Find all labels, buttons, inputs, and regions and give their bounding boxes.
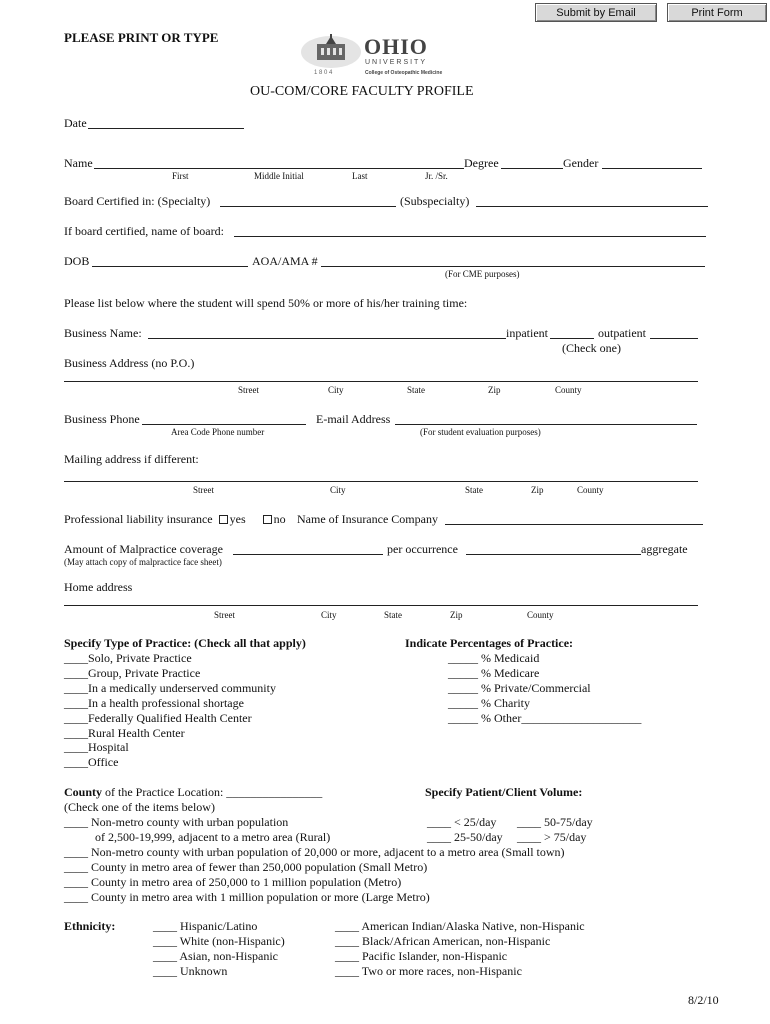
county-option-rural: of 2,500-19,999, adjacent to a metro area (Rural) <box>95 830 331 844</box>
percentage-item[interactable]: _____ % Private/Commercial <box>448 680 591 695</box>
county-option-nonmetro-urban[interactable]: ____ Non-metro county with urban population <box>64 815 289 829</box>
practice-type-item[interactable]: ____In a medically underserved community <box>64 680 276 695</box>
county-option-small-town[interactable]: ____ Non-metro county with urban population of 20,000 or more, adjacent to a metro area (Small town) <box>64 845 565 859</box>
name-input-line[interactable] <box>94 168 464 169</box>
board-name-input-line[interactable] <box>234 236 706 237</box>
aggregate-label: aggregate <box>641 542 688 556</box>
dob-input-line[interactable] <box>92 266 248 267</box>
ethnicity-option[interactable]: ____ Unknown <box>153 964 228 978</box>
ethnicity-option[interactable]: ____ White (non-Hispanic) <box>153 934 285 948</box>
degree-label: Degree <box>464 156 499 170</box>
practice-type-item[interactable]: ____Federally Qualified Health Center <box>64 710 252 725</box>
degree-input-line[interactable] <box>501 168 563 169</box>
mailing-state-caption: State <box>465 485 483 495</box>
liability-label: Professional liability insurance <box>64 512 213 526</box>
practice-type-item[interactable]: ____Office <box>64 755 119 770</box>
ethnicity-option[interactable]: ____ Pacific Islander, non-Hispanic <box>335 949 508 963</box>
name-first-caption: First <box>172 171 189 181</box>
mailing-zip-caption: Zip <box>531 485 544 495</box>
name-last-caption: Last <box>352 171 368 181</box>
logo-ohio: OHIO <box>364 34 428 59</box>
check-one-note: (Check one) <box>562 341 621 355</box>
insurance-company-input-line[interactable] <box>445 524 703 525</box>
ethnicity-label: Ethnicity: <box>64 919 116 933</box>
print-form-button[interactable]: Print Form <box>667 3 767 22</box>
form-title: OU-COM/CORE FACULTY PROFILE <box>250 84 474 99</box>
liability-no-checkbox[interactable] <box>263 515 272 524</box>
county-heading-bold: County <box>64 785 103 799</box>
home-county-caption: County <box>527 610 554 620</box>
ethnicity-right-list <box>335 919 585 979</box>
practice-type-list <box>64 651 276 770</box>
practice-type-heading: Specify Type of Practice: (Check all that apply) <box>64 636 306 650</box>
practice-percentages-list <box>448 651 641 726</box>
practice-type-item[interactable]: ____Hospital <box>64 740 129 755</box>
business-county-caption: County <box>555 385 582 395</box>
malpractice-label: Amount of Malpractice coverage <box>64 542 223 556</box>
dob-label: DOB <box>64 254 90 268</box>
name-suffix-caption: Jr. /Sr. <box>425 171 448 181</box>
date-label: Date <box>64 116 87 130</box>
gender-input-line[interactable] <box>602 168 702 169</box>
submit-by-email-button[interactable]: Submit by Email <box>535 3 657 22</box>
ethnicity-option[interactable]: ____ Hispanic/Latino <box>153 919 258 933</box>
liability-no-label: no <box>273 512 286 526</box>
name-label: Name <box>64 156 93 170</box>
home-state-caption: State <box>384 610 402 620</box>
volume-25-50[interactable]: ____ 25-50/day <box>427 830 503 844</box>
aoa-label: AOA/AMA # <box>252 254 318 268</box>
home-street-caption: Street <box>214 610 235 620</box>
liability-yes-checkbox[interactable] <box>219 515 228 524</box>
ethnicity-option[interactable]: ____ American Indian/Alaska Native, non-Hispanic <box>335 919 585 933</box>
business-street-caption: Street <box>238 385 259 395</box>
percentage-item[interactable]: _____ % Medicare <box>448 665 540 680</box>
percentage-item[interactable]: _____ % Other____________________ <box>448 710 642 725</box>
ethnicity-option[interactable]: ____ Two or more races, non-Hispanic <box>335 964 522 978</box>
practice-percentages-heading: Indicate Percentages of Practice: <box>405 636 574 650</box>
county-option-metro[interactable]: ____ County in metro area of 250,000 to 1 million population (Metro) <box>64 875 402 889</box>
email-input-line[interactable] <box>395 424 697 425</box>
ohio-university-logo <box>300 32 460 82</box>
county-heading-text[interactable]: of the Practice Location: ________________ <box>102 785 323 799</box>
home-city-caption: City <box>321 610 337 620</box>
per-occurrence-label: per occurrence <box>387 542 458 556</box>
malpractice-note: (May attach copy of malpractice face sheet) <box>64 557 222 567</box>
ethnicity-option[interactable]: ____ Black/African American, non-Hispanic <box>335 934 551 948</box>
county-option-small-metro[interactable]: ____ County in metro area of fewer than 250,000 population (Small Metro) <box>64 860 428 874</box>
aggregate-input-line[interactable] <box>466 554 641 555</box>
practice-type-item[interactable]: ____Group, Private Practice <box>64 665 201 680</box>
home-address-input-line[interactable] <box>64 605 698 606</box>
board-specialty-label: Board Certified in: (Specialty) <box>64 194 211 208</box>
county-option-large-metro[interactable]: ____ County in metro area with 1 million population or more (Large Metro) <box>64 890 430 904</box>
home-zip-caption: Zip <box>450 610 463 620</box>
liability-yes-label: yes <box>229 512 246 526</box>
ohio-building-seal-icon <box>300 34 362 70</box>
business-phone-label: Business Phone <box>64 412 140 426</box>
inpatient-label: inpatient <box>506 326 548 340</box>
mailing-city-caption: City <box>330 485 346 495</box>
area-code-caption: Area Code Phone number <box>171 427 265 437</box>
volume-under-25[interactable]: ____ < 25/day <box>427 815 497 829</box>
ethnicity-option[interactable]: ____ Asian, non-Hispanic <box>153 949 278 963</box>
business-state-caption: State <box>407 385 425 395</box>
cme-note: (For CME purposes) <box>445 269 520 279</box>
gender-label: Gender <box>563 156 599 170</box>
business-address-input-line[interactable] <box>64 381 698 382</box>
date-input-line[interactable] <box>88 128 244 129</box>
inpatient-input-line[interactable] <box>550 338 594 339</box>
business-name-label: Business Name: <box>64 326 142 340</box>
outpatient-input-line[interactable] <box>650 338 698 339</box>
business-address-label: Business Address (no P.O.) <box>64 356 195 370</box>
mailing-address-label: Mailing address if different: <box>64 452 199 466</box>
outpatient-label: outpatient <box>598 326 646 340</box>
practice-type-item[interactable]: ____In a health professional shortage <box>64 695 244 710</box>
mailing-street-caption: Street <box>193 485 214 495</box>
volume-50-75[interactable]: ____ 50-75/day <box>517 815 593 829</box>
county-instruction: (Check one of the items below) <box>64 800 215 814</box>
aoa-input-line[interactable] <box>321 266 705 267</box>
ethnicity-left-list <box>153 919 285 979</box>
home-address-label: Home address <box>64 580 133 594</box>
business-city-caption: City <box>328 385 344 395</box>
training-note: Please list below where the student will spend 50% or more of his/her training time: <box>64 296 468 310</box>
percentage-item[interactable]: _____ % Medicaid <box>448 651 540 665</box>
logo-year: 1 8 0 4 <box>314 70 333 76</box>
specialty-input-line[interactable] <box>220 206 396 207</box>
liability-row <box>64 512 286 527</box>
email-note: (For student evaluation purposes) <box>420 427 541 437</box>
subspecialty-input-line[interactable] <box>476 206 708 207</box>
mailing-county-caption: County <box>577 485 604 495</box>
board-name-label: If board certified, name of board: <box>64 224 224 238</box>
county-heading <box>64 785 322 800</box>
business-zip-caption: Zip <box>488 385 501 395</box>
volume-over-75[interactable]: ____ > 75/day <box>517 830 587 844</box>
business-name-input-line[interactable] <box>148 338 506 339</box>
percentage-item[interactable]: _____ % Charity <box>448 695 530 710</box>
business-phone-input-line[interactable] <box>142 424 306 425</box>
print-notice: PLEASE PRINT OR TYPE <box>64 30 219 45</box>
name-middle-caption: Middle Initial <box>254 171 304 181</box>
email-label: E-mail Address <box>316 412 391 426</box>
board-subspecialty-label: (Subspecialty) <box>400 194 470 208</box>
logo-university: UNIVERSITY <box>365 59 428 66</box>
practice-type-item[interactable]: ____Rural Health Center <box>64 725 185 740</box>
logo-college: College of Osteopathic Medicine <box>365 70 443 76</box>
mailing-address-input-line[interactable] <box>64 481 698 482</box>
practice-type-item[interactable]: ____Solo, Private Practice <box>64 651 192 665</box>
revision-date: 8/2/10 <box>688 993 719 1007</box>
insurance-company-label: Name of Insurance Company <box>297 512 438 526</box>
malpractice-amount-input-line[interactable] <box>233 554 383 555</box>
patient-volume-heading: Specify Patient/Client Volume: <box>425 785 583 799</box>
